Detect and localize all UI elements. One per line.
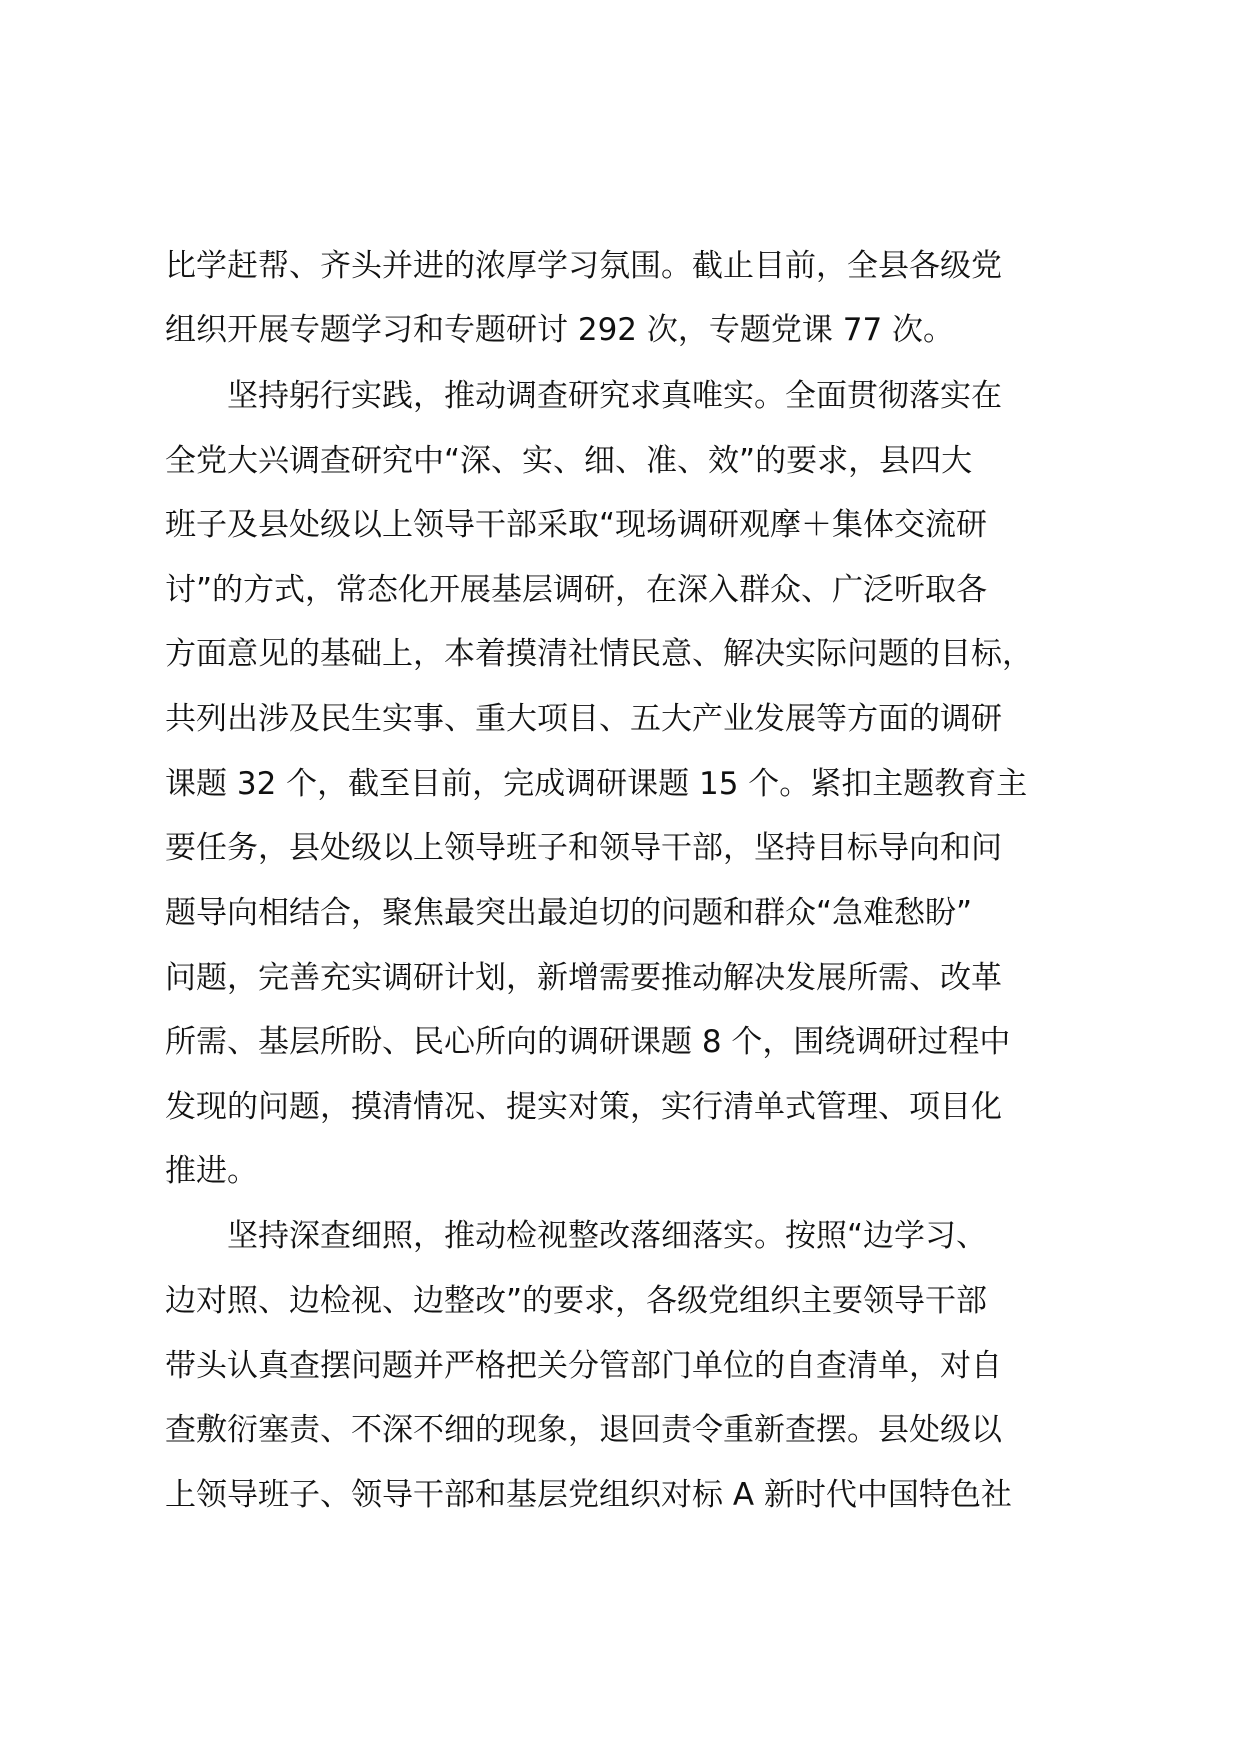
text-line: 查敷衍塞责、不深不细的现象，退回责令重新查摆。县处级以: [165, 1412, 1002, 1448]
text-line: 全党大兴调查研究中“深、实、细、准、效”的要求，县四大: [165, 443, 973, 479]
text-line: 坚持深查细照，推动检视整改落细落实。按照“边学习、: [165, 1218, 988, 1254]
text-line: 带头认真查摆问题并严格把关分管部门单位的自查清单，对自: [165, 1348, 1002, 1384]
text-line: 推进。: [165, 1153, 258, 1189]
text-line: 要任务，县处级以上领导班子和领导干部，坚持目标导向和问: [165, 830, 1002, 866]
text-line: 边对照、边检视、边整改”的要求，各级党组织主要领导干部: [165, 1283, 988, 1319]
text-line: 比学赶帮、齐头并进的浓厚学习氛围。截止目前，全县各级党: [165, 248, 1002, 284]
text-line: 坚持躬行实践，推动调查研究求真唯实。全面贯彻落实在: [165, 378, 1002, 414]
text-line: 上领导班子、领导干部和基层党组织对标 A 新时代中国特色社: [165, 1477, 1012, 1513]
text-line: 讨”的方式，常态化开展基层调研，在深入群众、广泛听取各: [165, 572, 988, 608]
text-line: 问题，完善充实调研计划，新增需要推动解决发展所需、改革: [165, 960, 1002, 996]
text-line: 组织开展专题学习和专题研讨 292 次，专题党课 77 次。: [165, 312, 955, 348]
text-line: 共列出涉及民生实事、重大项目、五大产业发展等方面的调研: [165, 701, 1002, 737]
text-line: 所需、基层所盼、民心所向的调研课题 8 个，围绕调研过程中: [165, 1024, 1011, 1060]
text-line: 课题 32 个，截至目前，完成调研课题 15 个。紧扣主题教育主: [165, 766, 1028, 802]
text-line: 发现的问题，摸清情况、提实对策，实行清单式管理、项目化: [165, 1089, 1002, 1125]
text-line: 方面意见的基础上，本着摸清社情民意、解决实际问题的目标，: [165, 636, 1033, 672]
text-line: 题导向相结合，聚焦最突出最迫切的问题和群众“急难愁盼”: [165, 895, 973, 931]
text-line: 班子及县处级以上领导干部采取“现场调研观摩＋集体交流研: [165, 507, 988, 543]
